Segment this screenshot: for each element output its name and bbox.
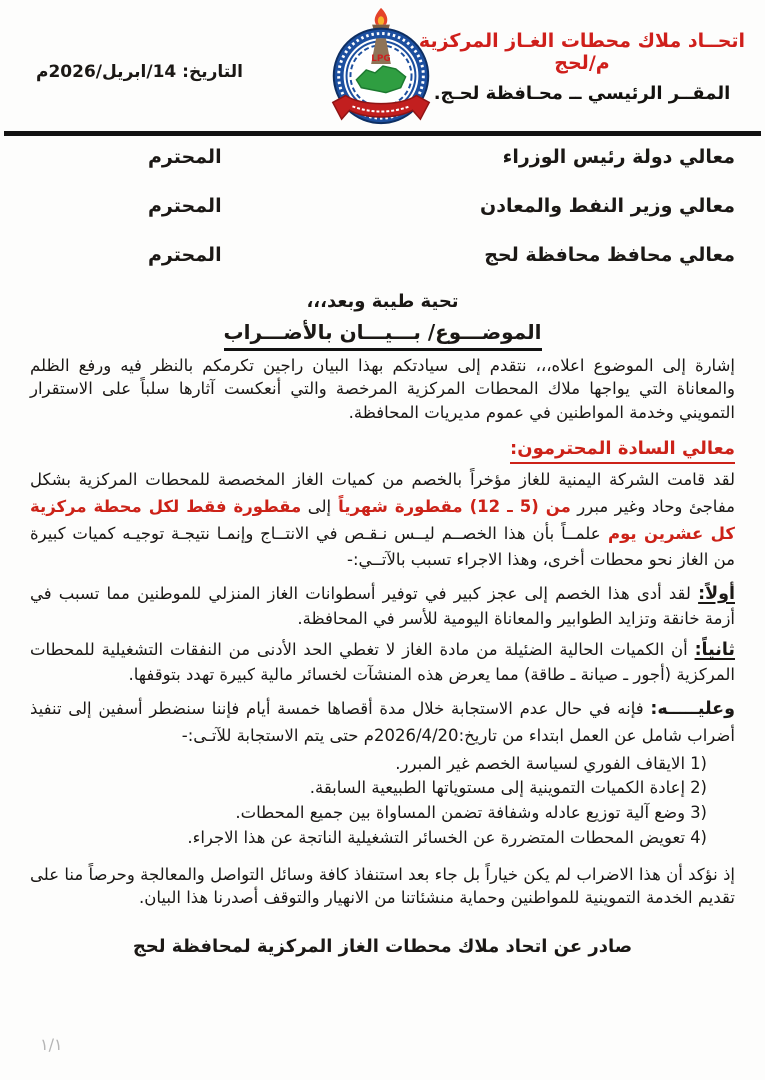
greeting: تحية طيبة وبعد،،،	[306, 291, 459, 312]
letterhead	[0, 0, 765, 131]
demand-text: تعويض المحطات المتضررة عن الخسائر التشغيلية الناتجة عن هذا الاجراء.	[187, 827, 686, 847]
ultimatum-paragraph	[30, 695, 735, 750]
subject-text: الموضـــوع/ بـــيـــان بالأضـــراب	[224, 320, 542, 351]
demand-number: 1)	[690, 753, 707, 773]
demand-item	[30, 752, 707, 777]
issuer-line: صادر عن اتحاد ملاك محطات الغاز المركزية لمحافظة لحج	[132, 935, 633, 957]
addressee-row	[30, 146, 735, 168]
addressee-honorific: المحترم	[148, 146, 222, 168]
demand-text: إعادة الكميات التموينية إلى مستوياتها الطبيعية السابقة.	[309, 778, 686, 798]
second-point-text: أن الكميات الحالية الضئيلة من مادة الغاز لا تغطي الحد الأدنى من النفقات التشغيلية للمحطات المركزية (أجور ـ صيانة ـ طاقة) مما يعرض هذه المنشآت لخسائر مالية كبيرة تهدد بتوقفها.	[30, 640, 735, 685]
addressee-title: معالي دولة رئيس الوزراء	[502, 146, 735, 168]
deduction-part2: إلى	[301, 496, 332, 516]
deduction-part1: لقد قامت الشركة اليمنية للغاز مؤخراً بالخصم من كميات الغاز المخصصة للمحطات المركزية بشكل مفاجئ وحاد وغير مبرر	[30, 470, 736, 516]
demand-item	[30, 801, 707, 826]
demand-number: 4)	[690, 827, 707, 847]
demand-text: الايقاف الفوري لسياسة الخصم غير المبرر.	[395, 753, 686, 773]
addressee-title: معالي محافظ محافظة لحج	[484, 244, 735, 266]
org-title: اتحــاد ملاك محطات الغـاز المركزية م/لحج	[418, 30, 746, 74]
deduction-red2: مقطورة فقط لكل محطة مركزية كل عشرين يوم	[30, 496, 735, 543]
addressee-honorific: المحترم	[148, 195, 222, 217]
demand-number: 3)	[690, 803, 707, 823]
second-point-paragraph	[30, 638, 735, 686]
ultimatum-text: فإنه في حال عدم الاستجابة خلال مدة أقصاها خمسة أيام فإننا سنضطر أسفين إلى تنفيذ أضراب شامل عن العمل ابتداء من تاريخ:2026/4/20م حتى يتم الاستجابة للآتـى:-	[30, 698, 735, 746]
first-point-paragraph	[30, 582, 735, 630]
demand-text: وضع آلية توزيع عادله وشفافة تضمن المساواة بين جميع المحطات.	[235, 803, 686, 823]
deduction-part3: علمــاً بأن هذا الخصــم ليــس نـقـص في الانتــاج وإنمـا نتيجـة توجيـه كميات كبيرة من الغاز نحو محطات أخرى، وهذا الاجراء تسبب بالآتــي:-	[30, 523, 735, 570]
ultimatum-lead: وعليـــــه:	[650, 698, 735, 719]
date-line: التاريخ: 14/ابريل/2026م	[36, 62, 243, 82]
deduction-paragraph	[30, 467, 735, 574]
demand-number: 2)	[690, 778, 707, 798]
demand-item	[30, 826, 707, 851]
addressee-title: معالي وزير النفط والمعادن	[480, 195, 735, 217]
demands-list	[30, 752, 735, 851]
org-subtitle: المقــر الرئيسي ــ محـافظة لحـج.	[433, 83, 731, 104]
page-number: ١/١	[40, 1035, 63, 1054]
addressee-honorific: المحترم	[148, 244, 222, 266]
letter-body	[30, 146, 735, 957]
union-logo-icon	[317, 6, 445, 126]
closing-paragraph: إذ نؤكد أن هذا الاضراب لم يكن خياراً بل جاء بعد استنفاذ كافة وسائل التواصل والمعالجة وحرصاً منا على تقديم الخدمة التموينية للمواطنين وحماية منشئاتنا من الانهيار والتوقف أصدرنا هذا البيان.	[30, 864, 735, 908]
salutation-heading: معالي السادة المحترمون:	[30, 438, 735, 459]
header-divider	[4, 131, 761, 136]
intro-paragraph: إشارة إلى الموضوع اعلاه،،، نتقدم إلى سيادتكم بهذا البيان راجين تكرمكم بالنظر فيه ورفع الظلم والمعاناة التي يواجها ملاك المحطات المركزية المرخصة والتي أنعكست آثارها سلباً على الاستقرار التمويني وخدمة المواطنين في عموم مديريات المحافظة.	[30, 356, 735, 422]
logo-lpg-label: LPG	[371, 54, 391, 65]
second-point-lead: ثانياً:	[694, 640, 735, 661]
deduction-red1: من (5 ـ 12) مقطورة شهرياً	[331, 496, 571, 516]
first-point-text: لقد أدى هذا الخصم إلى عجز كبير في توفير أسطوانات الغاز المنزلي للموطنين مما تسبب في أزمة خانقة وتزايد الطوابير والمعاناة اليومية للأسر في المحافظة.	[30, 584, 735, 628]
demand-item	[30, 776, 707, 801]
org-block	[407, 30, 757, 104]
addressee-row	[30, 195, 735, 217]
first-point-lead: أولاً:	[698, 584, 735, 605]
subject-line	[30, 320, 735, 344]
addressee-row	[30, 244, 735, 266]
